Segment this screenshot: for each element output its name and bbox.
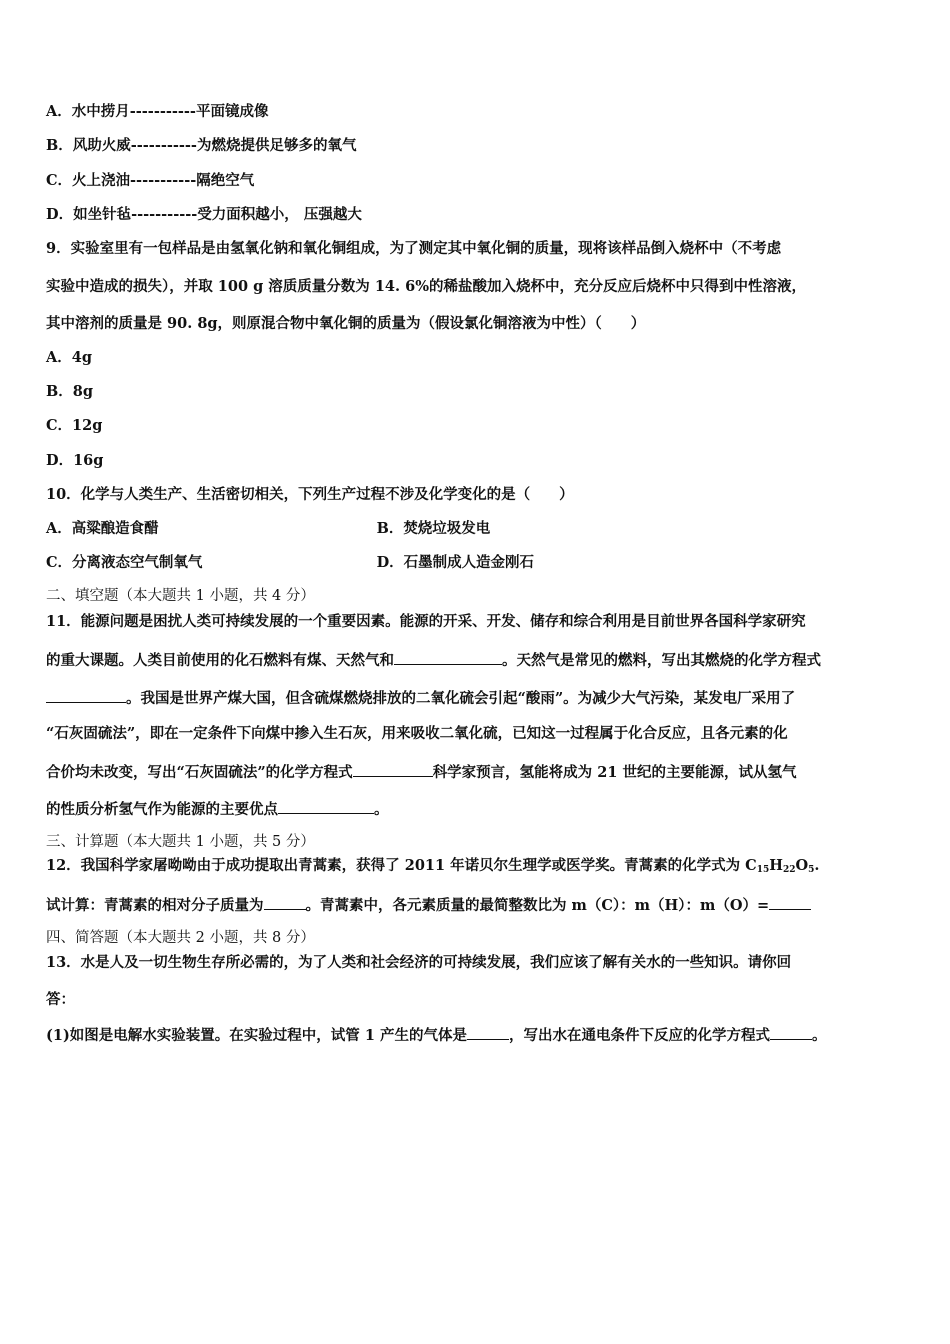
- q13-line-3-text-a: (1)如图是电解水实验装置。在实验过程中，试管 1 产生的气体是: [46, 1027, 467, 1044]
- q13-blank-gas: [467, 1025, 509, 1040]
- q10-stem: 10．化学与人类生产、生活密切相关，下列生产过程不涉及化学变化的是（ ）: [46, 486, 574, 503]
- q8-option-b: B．风助火威-----------为燃烧提供足够多的氧气: [46, 137, 357, 154]
- q12-blank-mass-ratio: [769, 895, 811, 910]
- q11-blank-combustion-equation: [46, 688, 126, 703]
- q11-line-6-text-b: 。: [374, 801, 389, 818]
- q8-option-a: A．水中捞月-----------平面镜成像: [46, 103, 269, 120]
- q10-option-b: B．焚烧垃圾发电: [376, 520, 491, 537]
- q11-line-2: [46, 650, 821, 670]
- q11-line-2-text-a: 的重大课题。人类目前使用的化石燃料有煤、天然气和: [46, 652, 394, 669]
- q11-line-4: “石灰固硫法”，即在一定条件下向煤中掺入生石灰，用来吸收二氧化硫，已知这一过程属于化合反应，且各元素的化: [46, 725, 788, 742]
- q9-line-2: 实验中造成的损失），并取 100 g 溶质质量分数为 14. 6%的稀盐酸加入烧杯中，充分反应后烧杯中只得到中性溶液，: [46, 278, 806, 295]
- q11-blank-advantage: [278, 799, 374, 814]
- q13-blank-equation: [770, 1025, 812, 1040]
- q11-line-3-text: 。我国是世界产煤大国，但含硫煤燃烧排放的二氧化硫会引起“酸雨”。为减少大气污染，某发电厂采用了: [126, 690, 796, 707]
- q12-blank-molar-mass: [264, 895, 306, 910]
- q10-options-row-1: [46, 520, 905, 538]
- section-heading-fill-in: 二、填空题（本大题共 1 小题，共 4 分）: [46, 588, 315, 604]
- q11-line-2-text-b: 。天然气是常见的燃料，写出其燃烧的化学方程式: [502, 652, 821, 669]
- q10-option-a: A．高粱酿造食醋: [46, 520, 159, 537]
- q12-line-1: [46, 857, 819, 875]
- q9-line-3: 其中溶剂的质量是 90. 8g，则原混合物中氧化铜的质量为（假设氯化铜溶液为中性）（ ）: [46, 315, 646, 332]
- q9-option-c: C．12g: [46, 417, 103, 434]
- q11-blank-fuel: [394, 650, 502, 665]
- q9-option-d: D．16g: [46, 452, 104, 469]
- q9-option-a: A．4g: [46, 349, 92, 366]
- q9-option-b: B．8g: [46, 383, 93, 400]
- q13-line-3-text-b: ，写出水在通电条件下反应的化学方程式: [509, 1027, 770, 1044]
- q13-line-2: 答：: [46, 991, 75, 1008]
- q12-formula-h: H: [769, 857, 783, 874]
- q11-line-6: [46, 799, 389, 819]
- q11-line-3: [46, 688, 795, 708]
- q11-line-5: [46, 762, 796, 782]
- q13-line-1: 13．水是人及一切生物生存所必需的，为了人类和社会经济的可持续发展，我们应该了解有关水的一些知识。请你回: [46, 954, 792, 971]
- q12-formula-o-subscript: 5: [808, 865, 815, 875]
- q8-option-c: C．火上浇油-----------隔绝空气: [46, 172, 255, 189]
- q11-line-1: 11．能源问题是困扰人类可持续发展的一个重要因素。能源的开采、开发、储存和综合利用是目前世界各国科学家研究: [46, 613, 806, 630]
- section-heading-calculation: 三、计算题（本大题共 1 小题，共 5 分）: [46, 834, 315, 850]
- q12-line-2-text-a: 试计算：青蒿素的相对分子质量为: [46, 897, 264, 914]
- q12-line-1-end: .: [814, 857, 820, 874]
- q11-line-6-text-a: 的性质分析氢气作为能源的主要优点: [46, 801, 278, 818]
- q13-line-3-end: 。: [812, 1027, 827, 1044]
- q13-line-3: [46, 1025, 827, 1045]
- q12-formula-o: O: [795, 857, 809, 874]
- section-heading-short-answer: 四、简答题（本大题共 2 小题，共 8 分）: [46, 930, 315, 946]
- q12-line-1-text: 12．我国科学家屠呦呦由于成功提取出青蒿素，获得了 2011 年诺贝尔生理学或医学奖。青蒿素的化学式为 C: [46, 857, 757, 874]
- q11-line-5-text-b: 科学家预言，氢能将成为 21 世纪的主要能源，试从氢气: [432, 764, 797, 781]
- q10-option-c: C．分离液态空气制氧气: [46, 554, 203, 571]
- q11-line-5-text-a: 合价均未改变，写出“石灰固硫法”的化学方程式: [46, 764, 353, 781]
- q8-option-d: D．如坐针毡-----------受力面积越小， 压强越大: [46, 206, 362, 223]
- q12-line-2: [46, 895, 811, 915]
- q10-options-row-2: [46, 554, 905, 572]
- q12-formula-c-subscript: 15: [756, 865, 770, 875]
- q10-option-d: D．石墨制成人造金刚石: [376, 554, 534, 571]
- q12-line-2-text-b: 。青蒿素中，各元素质量的最简整数比为 m（C）：m（H）：m（O）=: [305, 897, 770, 914]
- q9-line-1: 9．实验室里有一包样品是由氢氧化钠和氧化铜组成，为了测定其中氧化铜的质量，现将该样品倒入烧杯中（不考虑: [46, 240, 782, 257]
- q11-blank-lime-equation: [353, 762, 433, 777]
- q12-formula-h-subscript: 22: [782, 865, 796, 875]
